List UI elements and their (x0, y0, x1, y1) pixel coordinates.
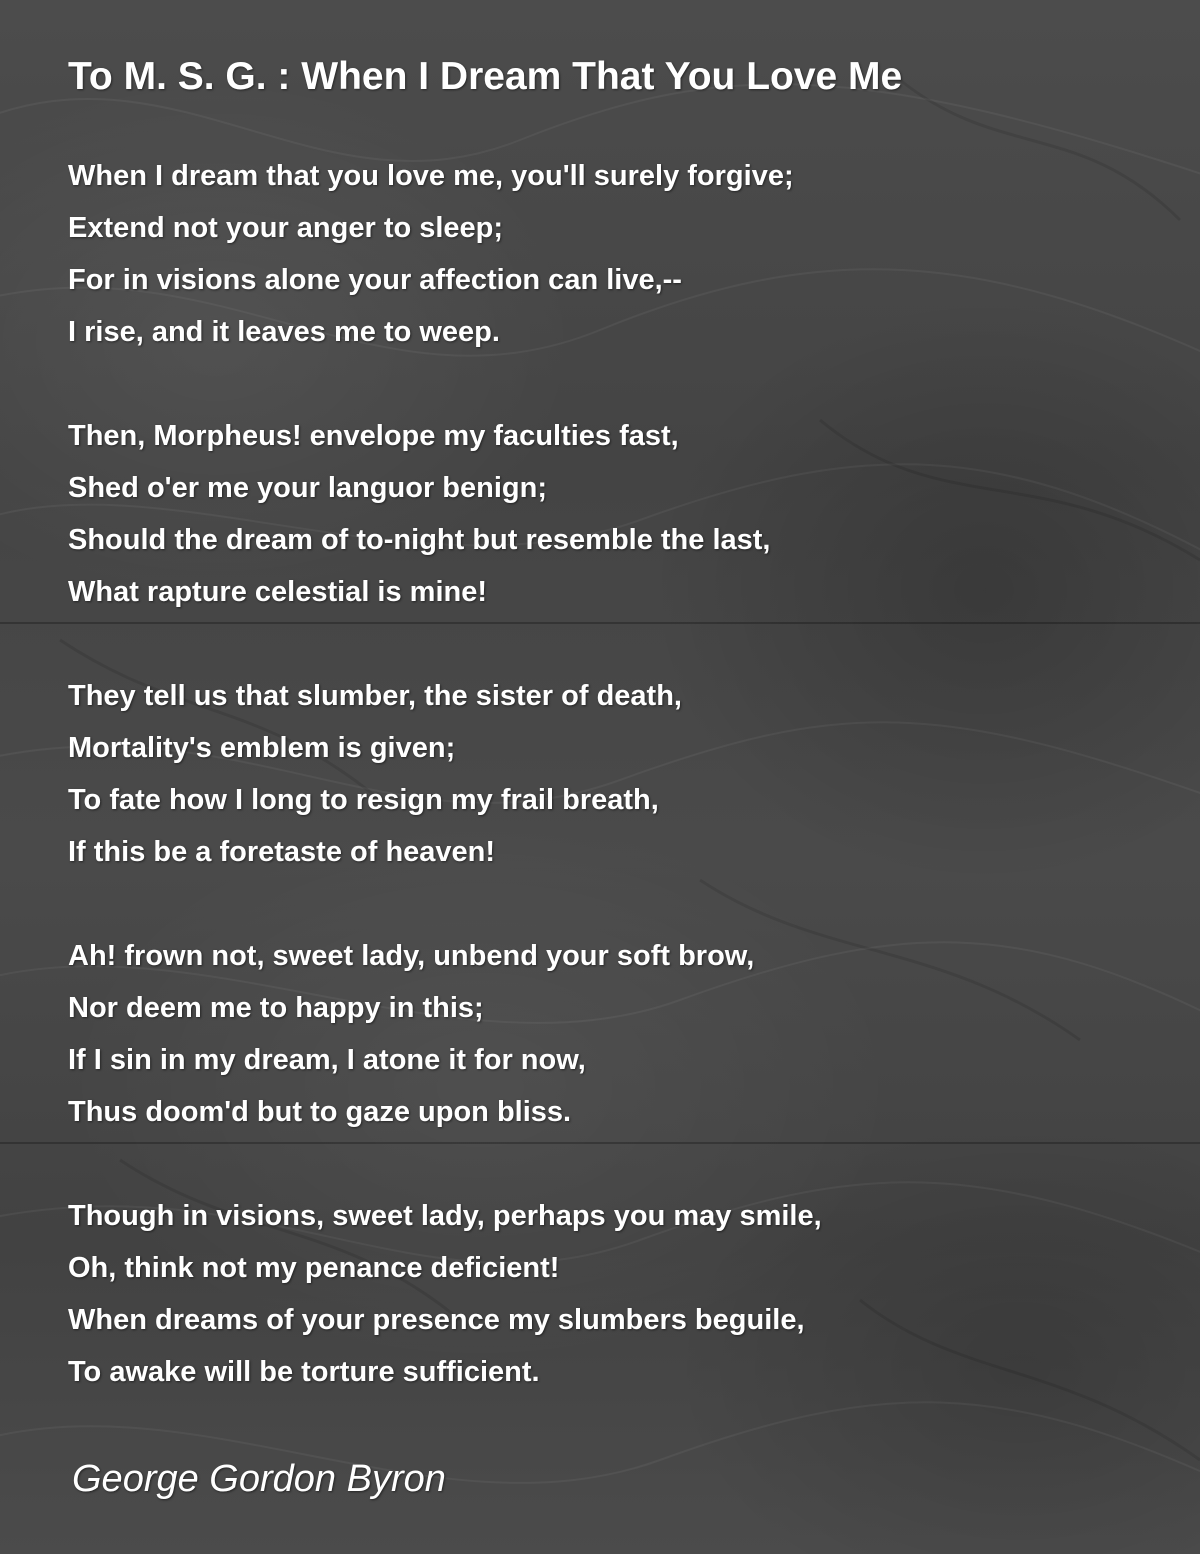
poem-line: Nor deem me to happy in this; (68, 992, 484, 1024)
poem-line: Oh, think not my penance deficient! (68, 1252, 560, 1284)
poem-line: To awake will be torture sufficient. (68, 1356, 540, 1388)
poem-line: If this be a foretaste of heaven! (68, 836, 496, 868)
poem-line: Shed o'er me your languor benign; (68, 472, 547, 504)
poem-line: When I dream that you love me, you'll surely forgive; (68, 160, 794, 192)
poem-line: I rise, and it leaves me to weep. (68, 316, 500, 348)
poem-line: Thus doom'd but to gaze upon bliss. (68, 1096, 572, 1128)
stanza (68, 670, 1168, 878)
poem-title: To M. S. G. : When I Dream That You Love Me (68, 55, 903, 98)
poem-line: Should the dream of to-night but resemble the last, (68, 524, 771, 556)
poem-line: To fate how I long to resign my frail breath, (68, 784, 659, 816)
poem-line: For in visions alone your affection can live,-- (68, 264, 682, 296)
stanza (68, 410, 1168, 618)
poem-line: They tell us that slumber, the sister of death, (68, 680, 682, 712)
poem-body (68, 150, 1168, 1450)
poem-line: Though in visions, sweet lady, perhaps you may smile, (68, 1200, 822, 1232)
poem-line: When dreams of your presence my slumbers beguile, (68, 1304, 805, 1336)
poem-line: Mortality's emblem is given; (68, 732, 456, 764)
poem-line: Extend not your anger to sleep; (68, 212, 504, 244)
stanza (68, 930, 1168, 1138)
stanza (68, 150, 1168, 358)
poem-line: Then, Morpheus! envelope my faculties fast, (68, 420, 679, 452)
poem-line: Ah! frown not, sweet lady, unbend your soft brow, (68, 940, 755, 972)
poem-line: If I sin in my dream, I atone it for now, (68, 1044, 586, 1076)
poem-line: What rapture celestial is mine! (68, 576, 488, 608)
stanza (68, 1190, 1168, 1398)
poem-author: George Gordon Byron (72, 1458, 446, 1500)
